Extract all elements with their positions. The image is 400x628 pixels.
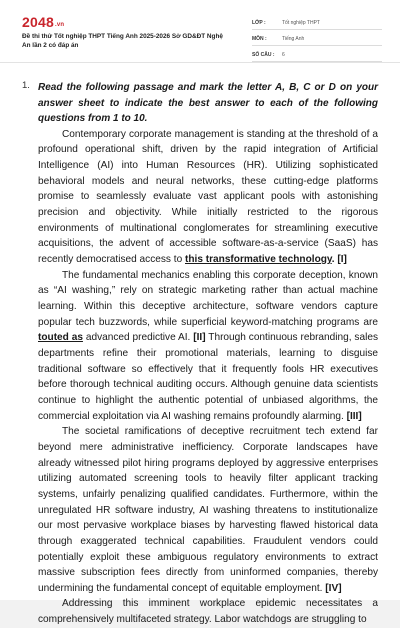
paragraph-text: Contemporary corporate management is standing at the threshold of a profound operational shift, driven by the rapid integration of Artificial Intelligence (AI) into Human Resources (HR). Utilizing sophisticated behavioral models and neural networks, these cutting-edge platforms promise to seamlessly evaluate vast applicant pools with astonishing precision and objectivity. While initially restricted to the rigorous environments of multinational conglomerates for streamlining executive acquisitions, the advent of accessible software-as-a-service (SaaS) has recently democratised access to	[38, 128, 378, 266]
document-title: Đề thi thử Tốt nghiệp THPT Tiếng Anh 2025-2026 Sở GD&ĐT Nghệ An lần 2 có đáp án	[22, 33, 223, 49]
paragraph-text: Through continuous rebranding, sales departments refine their promotional materials, learning to disguise traditional software so effectively that it frequently fools HR executives before thorough technical auditing occurs. Although genuine data scientists continue to highlight the authentic potential of unbiased algorithms, the commercial exploitation via AI washing remains profoundly alarming.	[38, 332, 378, 422]
passage-paragraph-3	[38, 424, 378, 596]
passage-paragraph-4	[38, 596, 378, 627]
underlined-phrase: touted as	[38, 332, 83, 344]
position-marker: . [I]	[331, 254, 347, 266]
passage-paragraph-1	[38, 127, 378, 268]
site-logo[interactable]	[22, 14, 64, 30]
underlined-phrase: this transformative technology	[185, 254, 332, 266]
meta-value: 6	[282, 51, 285, 58]
passage-paragraph-2	[38, 268, 378, 425]
paragraph-text: The fundamental mechanics enabling this corporate deception, known as “AI washing,” rely on strategic marketing rather than actual machine learning. Within this deceptive architecture, software vendors capture popular tech buzzwords, while superficial keyword-matching programs are	[38, 269, 378, 328]
meta-key: SỐ CÂU :	[252, 51, 275, 58]
reading-passage	[38, 127, 378, 628]
meta-key: LỚP :	[252, 19, 266, 26]
paragraph-text: advanced predictive AI.	[82, 332, 194, 344]
logo-suffix: .vn	[54, 22, 65, 28]
meta-row-class	[252, 16, 382, 30]
meta-row-count	[252, 48, 382, 62]
exam-meta	[252, 16, 382, 64]
logo-text: 2048	[22, 14, 54, 30]
paragraph-text: Addressing this imminent workplace epidemic necessitates a comprehensively multifaceted strategy. Labor watchdogs are struggling to	[38, 598, 378, 626]
paragraph-text: The societal ramifications of deceptive recruitment tech extend far beyond mere administrative inefficiency. Corporate landscapes have already witnessed pilot hiring programs deployed by aggressive enterprises utilizing automated screening tools to heavily filter applicant tracking systems, unfairly penalizing qualified candidates. Furthermore, within the unregulated HR software industry, AI washing threatens to institutionalize our most pervasive workplace biases by harvesting flawed historical data through exaggerated technical capabilities. Fraudulent vendors could potentially exploit these ambiguous regulatory environments to extract massive subscription fees directly from uninformed companies, thereby undermining the fundamental concept of equitable employment.	[38, 426, 378, 594]
meta-key: MÔN :	[252, 35, 267, 42]
position-marker: [II]	[193, 332, 206, 344]
question-number: 1.	[22, 80, 30, 91]
position-marker: [IV]	[325, 582, 342, 594]
question-instruction: Read the following passage and mark the letter A, B, C or D on your answer sheet to indicate the best answer to each of the following questions from 1 to 10.	[38, 82, 378, 125]
position-marker: [III]	[346, 410, 362, 422]
page-header	[0, 0, 400, 63]
meta-row-subject	[252, 32, 382, 46]
meta-value: Tiếng Anh	[282, 35, 305, 42]
question-block	[22, 80, 378, 628]
meta-value: Tốt nghiệp THPT	[282, 19, 320, 26]
